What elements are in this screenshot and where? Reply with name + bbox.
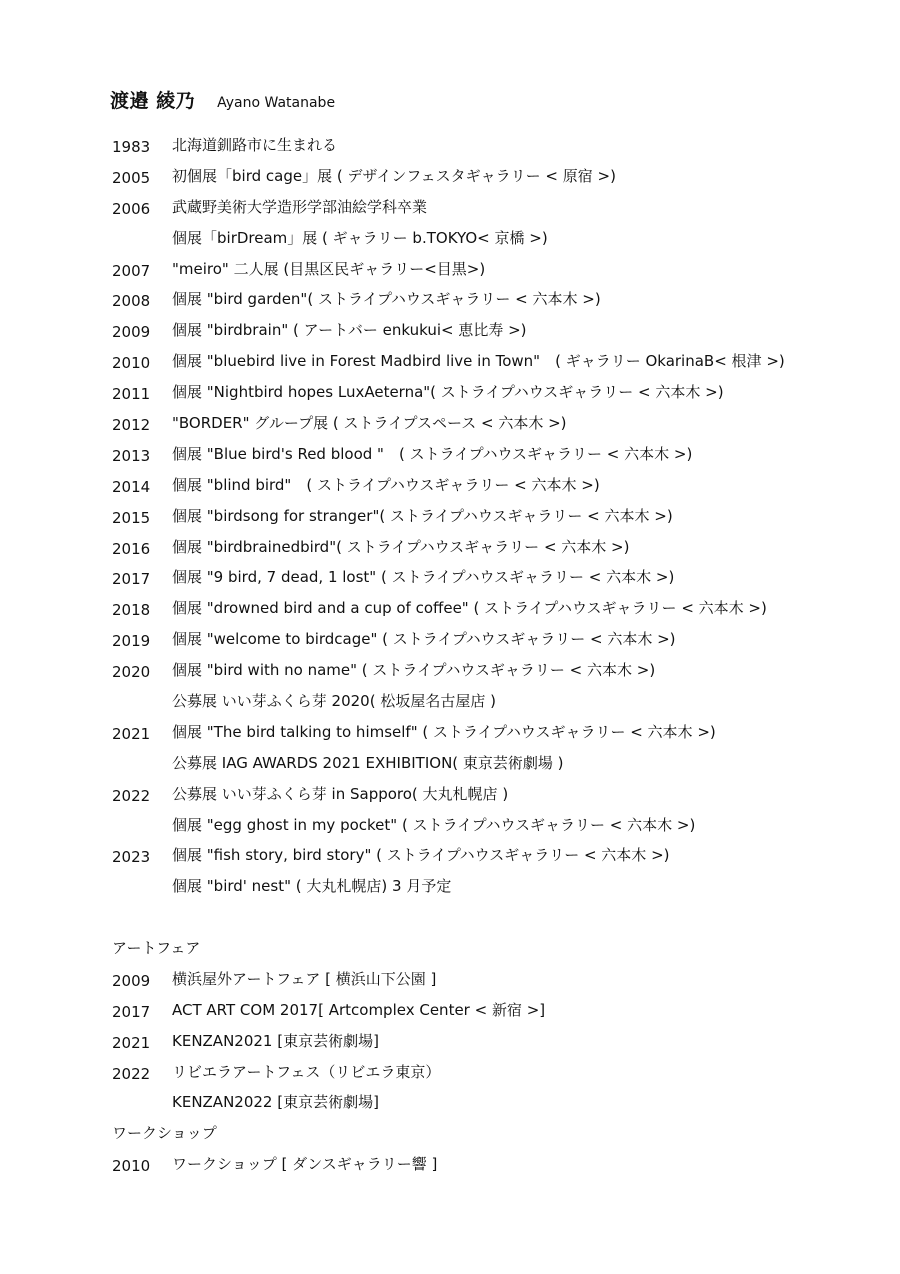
entry-text: 個展「birDream」展 ( ギャラリー b.TOKYO< 京橋 >): [172, 228, 548, 247]
entry-text: 公募展 いい芽ふくら芽 in Sapporo( 大丸札幌店 ): [172, 784, 509, 803]
entry-text: 個展 "9 bird, 7 dead, 1 lost" ( ストライプハウスギャラリー < 六本木 >): [172, 568, 675, 587]
entry-text: 個展 "bluebird live in Forest Madbird live in Town" ( ギャラリー OkarinaB< 根津 >): [172, 352, 785, 371]
history-row: [112, 593, 872, 624]
year-label: 2022: [112, 786, 151, 805]
year-label: 2008: [112, 292, 151, 311]
history-row: [112, 192, 872, 223]
entry-text: 個展 "birdbrainedbird"( ストライプハウスギャラリー < 六本木 >): [172, 537, 630, 556]
history-row: [112, 562, 872, 593]
year-label: 2016: [112, 539, 151, 558]
year-label: 2010: [112, 1156, 151, 1175]
entry-text: KENZAN2021 [東京芸術劇場]: [172, 1031, 379, 1050]
year-label: 2006: [112, 199, 151, 218]
entry-text: 個展 "The bird talking to himself" ( ストライプハウスギャラリー < 六本木 >): [172, 722, 716, 741]
history-row: [112, 686, 872, 717]
year-label: 2005: [112, 168, 151, 187]
year-label: 2013: [112, 446, 151, 465]
history-row: [112, 1087, 872, 1118]
year-label: 2009: [112, 323, 151, 342]
entry-text: 個展 "welcome to birdcage" ( ストライプハウスギャラリー < 六本木 >): [172, 630, 676, 649]
history-row: [112, 408, 872, 439]
history-row: [112, 717, 872, 748]
entry-text: ACT ART COM 2017[ Artcomplex Center < 新宿 >]: [172, 1000, 546, 1019]
entry-text: リビエラアートフェス（リビエラ東京）: [172, 1062, 441, 1081]
history-row: [112, 130, 872, 161]
year-label: 2019: [112, 632, 151, 651]
entry-text: 公募展 IAG AWARDS 2021 EXHIBITION( 東京芸術劇場 ): [172, 753, 564, 772]
history-row: [112, 1149, 872, 1180]
exhibition-history: [112, 130, 872, 902]
entry-text: "BORDER" グループ展 ( ストライプスペース < 六本木 >): [172, 414, 567, 433]
history-row: [112, 284, 872, 315]
year-label: 2012: [112, 416, 151, 435]
year-label: 2020: [112, 663, 151, 682]
history-row: [112, 532, 872, 563]
entry-text: 個展 "bird with no name" ( ストライプハウスギャラリー < 六本木 >): [172, 661, 656, 680]
year-label: 1983: [112, 138, 151, 156]
year-label: 2010: [112, 354, 151, 373]
entry-text: 個展 "birdbrain" ( アートバー enkukui< 恵比寿 >): [172, 321, 527, 340]
header: [110, 86, 335, 113]
history-row: [112, 624, 872, 655]
history-row: [112, 1026, 872, 1057]
entry-text: 個展 "fish story, bird story" ( ストライプハウスギャラリー < 六本木 >): [172, 846, 670, 865]
history-row: [112, 655, 872, 686]
history-row: [112, 871, 872, 902]
entry-text: 個展 "Nightbird hopes LuxAeterna"( ストライプハウスギャラリー < 六本木 >): [172, 383, 724, 402]
artist-name-jp: 渡邉 綾乃: [110, 90, 196, 112]
history-row: [112, 779, 872, 810]
history-row: [112, 315, 872, 346]
year-label: 2014: [112, 477, 151, 496]
history-row: [112, 748, 872, 779]
entry-text: 初個展「bird cage」展 ( デザインフェスタギャラリー < 原宿 >): [172, 166, 616, 185]
entry-text: 個展 "birdsong for stranger"( ストライプハウスギャラリー < 六本木 >): [172, 506, 673, 525]
entry-text: 個展 "blind bird" ( ストライプハウスギャラリー < 六本木 >): [172, 475, 600, 494]
entry-text: 個展 "drowned bird and a cup of coffee" ( ストライプハウスギャラリー < 六本木 >): [172, 599, 767, 618]
entry-text: 個展 "Blue bird's Red blood " ( ストライプハウスギャラリー < 六本木 >): [172, 444, 693, 463]
year-label: 2017: [112, 1002, 151, 1021]
entry-text: 公募展 いい芽ふくら芽 2020( 松坂屋名古屋店 ): [172, 692, 496, 711]
workshop-heading: ワークショップ: [112, 1124, 217, 1142]
artist-name-en: Ayano Watanabe: [217, 95, 336, 111]
entry-text: ワークショップ [ ダンスギャラリー響 ]: [172, 1154, 438, 1173]
workshop-section: [112, 1118, 872, 1180]
year-label: 2007: [112, 261, 151, 280]
entry-text: KENZAN2022 [東京芸術劇場]: [172, 1093, 379, 1112]
history-row: [112, 810, 872, 841]
year-label: 2021: [112, 724, 151, 743]
entry-text: 個展 "bird' nest" ( 大丸札幌店) 3 月予定: [172, 877, 452, 896]
year-label: 2009: [112, 971, 151, 990]
history-row: [112, 501, 872, 532]
year-label: 2017: [112, 570, 151, 589]
year-label: 2011: [112, 385, 151, 404]
year-label: 2018: [112, 601, 151, 620]
entry-text: 横浜屋外アートフェア [ 横浜山下公園 ]: [172, 969, 437, 988]
art-fair-heading: アートフェア: [112, 939, 201, 957]
history-row: [112, 439, 872, 470]
entry-text: "meiro" 二人展 (目黒区民ギャラリー<目黒>): [172, 259, 486, 278]
history-row: [112, 1057, 872, 1088]
year-label: 2023: [112, 848, 151, 867]
history-row: [112, 223, 872, 254]
history-row: [112, 964, 872, 995]
history-row: [112, 346, 872, 377]
history-row: [112, 470, 872, 501]
history-row: [112, 377, 872, 408]
year-label: 2015: [112, 508, 151, 527]
year-label: 2022: [112, 1064, 151, 1083]
year-label: 2021: [112, 1033, 151, 1052]
history-row: [112, 840, 872, 871]
entry-text: 個展 "egg ghost in my pocket" ( ストライプハウスギャラリー < 六本木 >): [172, 815, 696, 834]
history-row: [112, 161, 872, 192]
entry-text: 個展 "bird garden"( ストライプハウスギャラリー < 六本木 >): [172, 290, 601, 309]
entry-text: 北海道釧路市に生まれる: [172, 136, 338, 154]
history-row: [112, 995, 872, 1026]
entry-text: 武蔵野美術大学造形学部油絵学科卒業: [172, 197, 428, 216]
history-row: [112, 254, 872, 285]
art-fair-section: [112, 933, 872, 1118]
